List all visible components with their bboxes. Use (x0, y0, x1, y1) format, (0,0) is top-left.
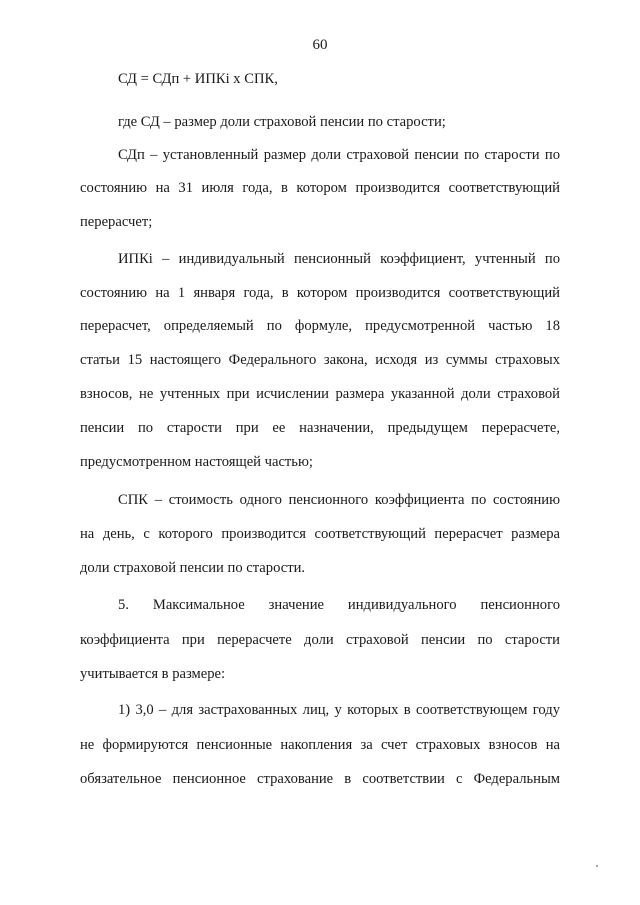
text-line: обязательное пенсионное страхование в соответствии с Федеральным (80, 771, 560, 787)
text-line: предусмотренном настоящей частью; (80, 454, 313, 470)
text-line: где СД – размер доли страховой пенсии по старости; (118, 114, 446, 130)
text-line: 1) 3,0 – для застрахованных лиц, у которых в соответствующем году (118, 702, 560, 718)
text-line: состоянию на 31 июля года, в котором производится соответствующий (80, 180, 560, 196)
text-line: СДп – установленный размер доли страховой пенсии по старости по (118, 147, 560, 163)
text-line: доли страховой пенсии по старости. (80, 560, 306, 576)
text-line: учитывается в размере: (80, 666, 226, 682)
text-line: статьи 15 настоящего Федерального закона, исходя из суммы страховых (80, 352, 560, 368)
text-line: на день, с которого производится соответствующий перерасчет размера (80, 526, 560, 542)
text-line: перерасчет, определяемый по формуле, предусмотренной частью 18 (80, 318, 560, 334)
page-number: 60 (312, 37, 328, 53)
text-line: 5. Максимальное значение индивидуального пенсионного (118, 597, 560, 613)
text-line: СПК – стоимость одного пенсионного коэффициента по состоянию (118, 492, 560, 508)
text-line: коэффициента при перерасчете доли страховой пенсии по старости (80, 632, 560, 648)
formula-line: СД = СДп + ИПКi х СПК, (118, 71, 278, 87)
text-line: пенсии по старости при ее назначении, предыдущем перерасчете, (80, 420, 560, 436)
text-line: взносов, не учтенных при исчислении размера указанной доли страховой (80, 386, 560, 402)
text-line: перерасчет; (80, 214, 153, 230)
text-line: ИПКi – индивидуальный пенсионный коэффициент, учтенный по (118, 251, 560, 267)
scan-speck (596, 865, 598, 867)
text-line: состоянию на 1 января года, в котором производится соответствующий (80, 285, 560, 301)
text-line: не формируются пенсионные накопления за счет страховых взносов на (80, 737, 560, 753)
